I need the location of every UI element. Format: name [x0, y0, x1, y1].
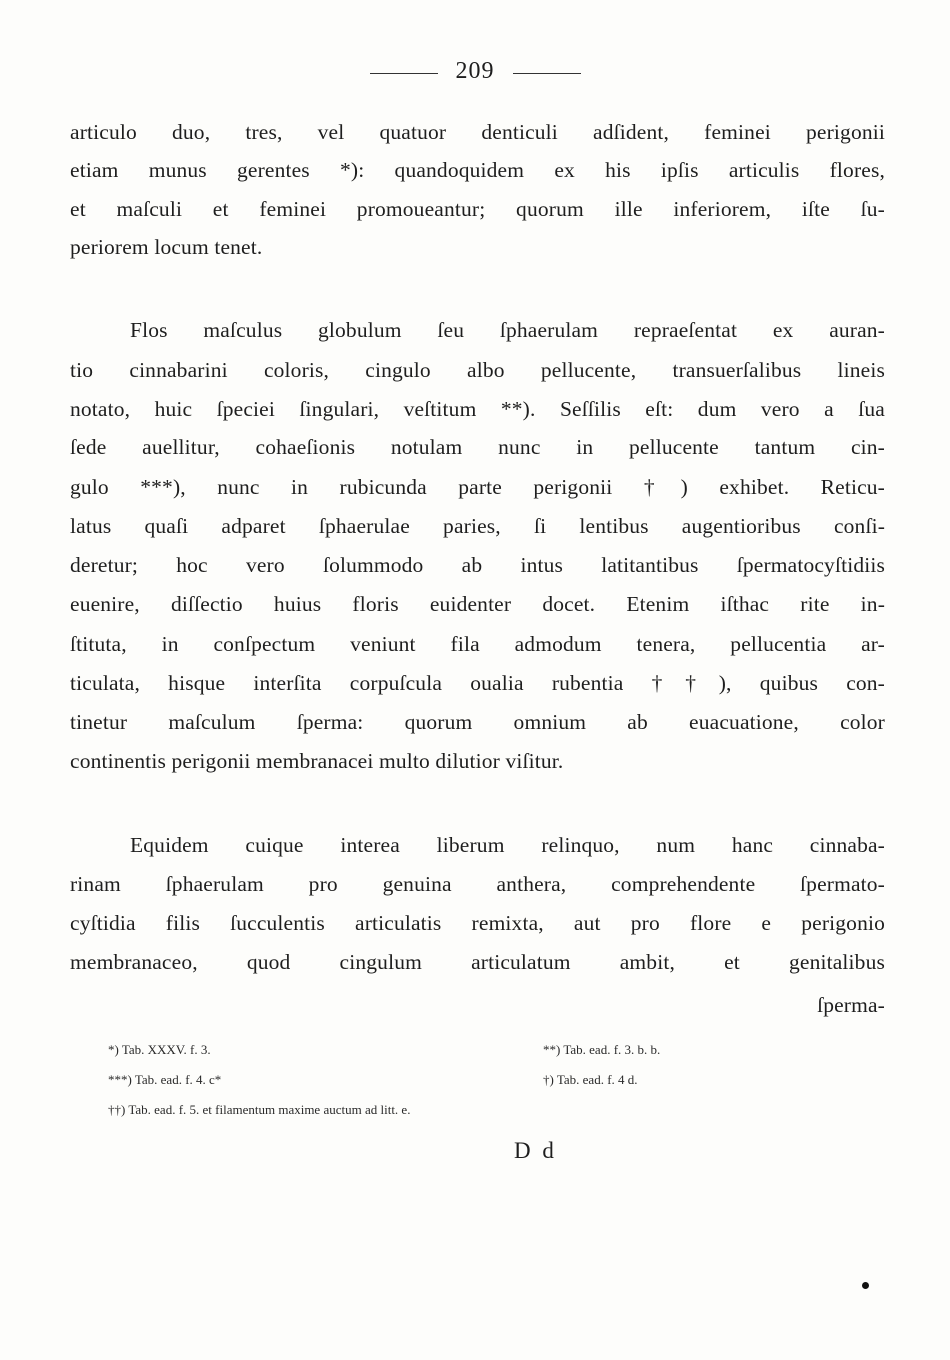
text-line: continentis perigonii membranacei multo dilutior viſitur.	[70, 749, 564, 773]
text-line: tio cinnabarini coloris, cingulo albo pellucente, transuerſalibus lineis	[70, 358, 885, 382]
text-line: Equidem cuique interea liberum relinquo, num hanc cinnaba-	[130, 833, 885, 857]
text-line: etiam munus gerentes *): quandoquidem ex his ipſis articulis flores,	[70, 158, 885, 182]
text-line: latus quaſi adparet ſphaerulae paries, ſi lentibus augentioribus conſi-	[70, 514, 885, 538]
ink-speck	[862, 1282, 869, 1289]
text-line: Flos maſculus globulum ſeu ſphaerulam repraeſentat ex auran-	[130, 318, 885, 342]
header-rule-left	[370, 73, 438, 74]
text-line: rinam ſphaerulam pro genuina anthera, comprehendente ſpermato-	[70, 872, 885, 896]
page-number: 209	[455, 58, 495, 84]
text-line: ticulata, hisque interſita corpuſcula oualia rubentia ††), quibus con-	[70, 671, 885, 695]
header-rule-right	[513, 73, 581, 74]
text-line: articulo duo, tres, vel quatuor denticuli adſident, feminei perigonii	[70, 120, 885, 144]
footnote: ††) Tab. ead. f. 5. et filamentum maxime auctum ad litt. e.	[108, 1102, 411, 1117]
text-line: euenire, diſſectio huius floris euidenter docet. Etenim iſthac rite in-	[70, 592, 885, 616]
text-line: ſede auellitur, cohaeſionis notulam nunc in pellucente tantum cin-	[70, 435, 885, 459]
page-header	[0, 58, 950, 85]
text-line: cyſtidia filis ſucculentis articulatis remixta, aut pro flore e perigonio	[70, 911, 885, 935]
text-line: periorem locum tenet.	[70, 235, 263, 259]
text-line: notato, huic ſpeciei ſingulari, veſtitum **). Seſſilis eſt: dum vero a ſua	[70, 397, 885, 421]
text-line: tinetur maſculum ſperma: quorum omnium ab euacuatione, color	[70, 710, 885, 734]
text-line: gulo ***), nunc in rubicunda parte perigonii †) exhibet. Reticu-	[70, 475, 885, 499]
signature-mark: D d	[514, 1138, 557, 1163]
text-line: ſtituta, in conſpectum veniunt fila admodum tenera, pellucentia ar-	[70, 632, 885, 656]
footnote: **) Tab. ead. f. 3. b. b.	[543, 1042, 661, 1057]
text-line: deretur; hoc vero ſolummodo ab intus latitantibus ſpermatocyſtidiis	[70, 553, 885, 577]
footnote: *) Tab. XXXV. f. 3.	[108, 1042, 211, 1057]
catchword: ſperma-	[817, 993, 885, 1017]
footnote: †) Tab. ead. f. 4 d.	[543, 1072, 638, 1087]
text-line: membranaceo, quod cingulum articulatum ambit, et genitalibus	[70, 950, 885, 974]
text-line: et maſculi et feminei promoueantur; quorum ille inferiorem, iſte ſu-	[70, 197, 885, 221]
footnote: ***) Tab. ead. f. 4. c*	[108, 1072, 222, 1087]
